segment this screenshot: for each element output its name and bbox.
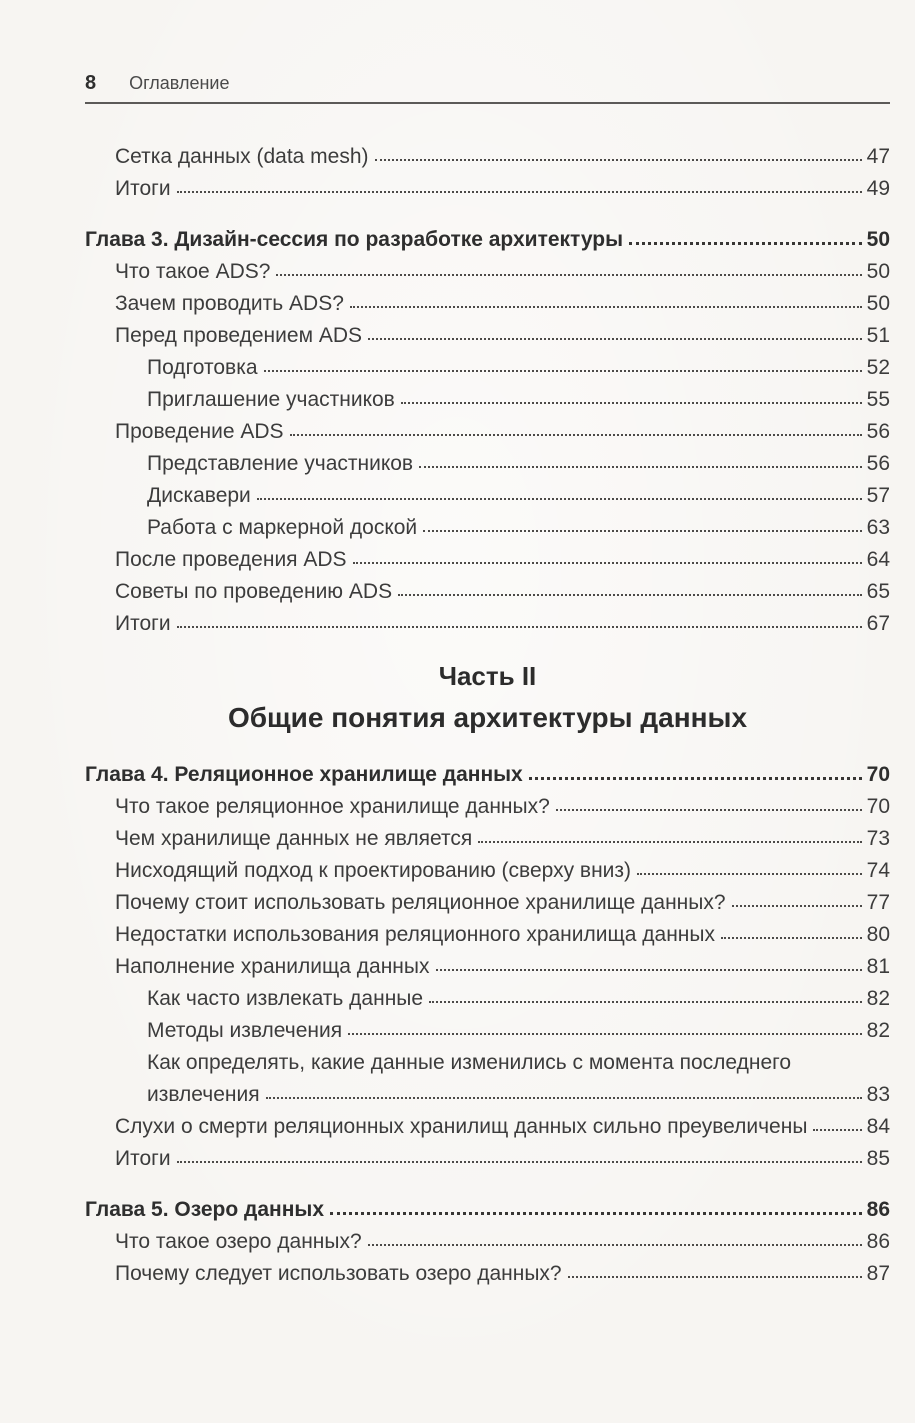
toc-page-number: 85 (866, 1147, 890, 1170)
dotted-leader (813, 1129, 861, 1131)
toc-entry-title: Методы извлечения (147, 1019, 343, 1042)
toc-entry-row (85, 887, 890, 919)
toc-page-number: 86 (866, 1230, 890, 1253)
toc-entry-title: Дискавери (147, 484, 251, 507)
toc-entry-title: Подготовка (147, 356, 258, 379)
toc-entry-title: Глава 3. Дизайн-сессия по разработке архитектуры (85, 228, 624, 251)
dotted-leader (177, 626, 862, 628)
toc-entry-row (85, 1111, 890, 1143)
dotted-leader (264, 370, 862, 372)
toc-page-number: 56 (866, 420, 890, 443)
toc-entry-row (85, 512, 890, 544)
toc-list (85, 141, 890, 1290)
toc-page-number: 86 (866, 1198, 890, 1221)
dotted-leader (348, 1033, 862, 1035)
dotted-leader (368, 338, 862, 340)
dotted-leader (368, 1244, 862, 1246)
toc-entry-title: Работа с маркерной доской (147, 516, 418, 539)
dotted-leader (423, 530, 861, 532)
dotted-leader (330, 1212, 862, 1215)
toc-page-number: 80 (866, 923, 890, 946)
toc-page-number: 74 (866, 859, 890, 882)
header-title: Оглавление (129, 73, 230, 93)
toc-page-number: 50 (866, 228, 890, 251)
dotted-leader (398, 594, 862, 596)
dotted-leader (556, 809, 862, 811)
header-rule (85, 102, 890, 104)
toc-entry-row (85, 1226, 890, 1258)
toc-entry-row (85, 855, 890, 887)
toc-entry-title: Наполнение хранилища данных (115, 955, 430, 978)
dotted-leader (375, 159, 862, 161)
toc-page-number: 70 (866, 795, 890, 818)
dotted-leader (478, 841, 861, 843)
toc-page-number: 84 (866, 1115, 890, 1138)
toc-entry-title: Приглашение участников (147, 388, 395, 411)
toc-entry-row (85, 823, 890, 855)
toc-entry-row (85, 1258, 890, 1290)
header-page-number: 8 (85, 72, 97, 94)
toc-entry-title: Нисходящий подход к проектированию (сверху вниз) (115, 859, 632, 882)
toc-page-number: 73 (866, 827, 890, 850)
toc-entry-row (85, 608, 890, 640)
toc-entry-row (85, 951, 890, 983)
toc-chapter-row (85, 759, 890, 791)
dotted-leader (568, 1276, 862, 1278)
toc-entry-title: Что такое озеро данных? (115, 1230, 362, 1253)
dotted-leader (276, 274, 861, 276)
dotted-leader (177, 191, 862, 193)
toc-entry-title: Итоги (115, 177, 171, 200)
toc-page-number: 52 (866, 356, 890, 379)
toc-entry-title: Чем хранилище данных не является (115, 827, 473, 850)
toc-entry-row (85, 173, 890, 205)
toc-entry-row (85, 416, 890, 448)
toc-entry-row (85, 791, 890, 823)
dotted-leader (721, 937, 862, 939)
toc-page-number: 70 (866, 763, 890, 786)
toc-entry-title: Недостатки использования реляционного хранилища данных (115, 923, 715, 946)
toc-entry-row (85, 480, 890, 512)
toc-entry-title: Что такое реляционное хранилище данных? (115, 795, 550, 818)
toc-entry-row (85, 1143, 890, 1175)
dotted-leader (629, 242, 862, 245)
toc-entry-row (85, 288, 890, 320)
part-heading-line: Общие понятия архитектуры данных (227, 702, 748, 733)
toc-entry-title: Почему стоит использовать реляционное хранилище данных? (115, 891, 726, 914)
dotted-leader (732, 905, 862, 907)
toc-entry-title: Глава 5. Озеро данных (85, 1198, 325, 1221)
toc-page-number: 50 (866, 292, 890, 315)
toc-entry-title: Как определять, какие данные изменились с момента последнего (147, 1051, 792, 1074)
toc-page-number: 82 (866, 987, 890, 1010)
part-heading-line: Часть II (438, 661, 537, 691)
toc-entry-row (85, 576, 890, 608)
toc-page-number: 82 (866, 1019, 890, 1042)
toc-entry-title: Представление участников (147, 452, 414, 475)
toc-entry-row (85, 919, 890, 951)
toc-entry-title: Зачем проводить ADS? (115, 292, 344, 315)
toc-chapter-row (85, 1194, 890, 1226)
toc-entry-title: Как часто извлекать данные (147, 987, 424, 1010)
toc-entry-title: Советы по проведению ADS (115, 580, 393, 603)
toc-entry-row (85, 1047, 890, 1079)
dotted-leader (419, 466, 862, 468)
toc-entry-title: Что такое ADS? (115, 260, 271, 283)
toc-page-number: 50 (866, 260, 890, 283)
toc-entry-title: Перед проведением ADS (115, 324, 363, 347)
toc-entry-title: Почему следует использовать озеро данных? (115, 1262, 562, 1285)
toc-entry-row (85, 256, 890, 288)
toc-entry-title: Сетка данных (data mesh) (115, 145, 369, 168)
dotted-leader (637, 873, 862, 875)
toc-page-number: 57 (866, 484, 890, 507)
dotted-leader (353, 562, 862, 564)
toc-entry-row (85, 544, 890, 576)
toc-entry-row (85, 352, 890, 384)
toc-entry-title: Проведение ADS (115, 420, 284, 443)
toc-page-number: 56 (866, 452, 890, 475)
toc-page-number: 77 (866, 891, 890, 914)
toc-entry-row (85, 384, 890, 416)
page-header (85, 70, 890, 96)
toc-entry-row (85, 141, 890, 173)
toc-page-number: 49 (866, 177, 890, 200)
toc-page-number: 51 (866, 324, 890, 347)
toc-page-number: 83 (866, 1083, 890, 1106)
dotted-leader (429, 1001, 862, 1003)
toc-entry-title: Итоги (115, 1147, 171, 1170)
dotted-leader (529, 777, 862, 780)
dotted-leader (401, 402, 862, 404)
toc-chapter-row (85, 224, 890, 256)
toc-page-number: 65 (866, 580, 890, 603)
toc-page-number: 47 (866, 145, 890, 168)
dotted-leader (436, 969, 862, 971)
toc-page-number: 63 (866, 516, 890, 539)
toc-entry-row (85, 448, 890, 480)
toc-entry-row (85, 983, 890, 1015)
dotted-leader (350, 306, 862, 308)
toc-entry-title: Глава 4. Реляционное хранилище данных (85, 763, 523, 786)
dotted-leader (290, 434, 862, 436)
dotted-leader (257, 498, 862, 500)
toc-entry-title: Слухи о смерти реляционных хранилищ данных сильно преувеличены (115, 1115, 808, 1138)
toc-page-number: 55 (866, 388, 890, 411)
toc-entry-title: извлечения (147, 1083, 260, 1106)
toc-entry-title: После проведения ADS (115, 548, 347, 571)
toc-entry-row (85, 1015, 890, 1047)
dotted-leader (177, 1161, 862, 1163)
toc-entry-row (85, 1079, 890, 1111)
toc-entry-row (85, 320, 890, 352)
toc-entry-title: Итоги (115, 612, 171, 635)
toc-page-number: 67 (866, 612, 890, 635)
toc-page-number: 87 (866, 1262, 890, 1285)
part-heading (85, 656, 890, 740)
toc-page-number: 81 (866, 955, 890, 978)
dotted-leader (266, 1097, 862, 1099)
toc-page-number: 64 (866, 548, 890, 571)
